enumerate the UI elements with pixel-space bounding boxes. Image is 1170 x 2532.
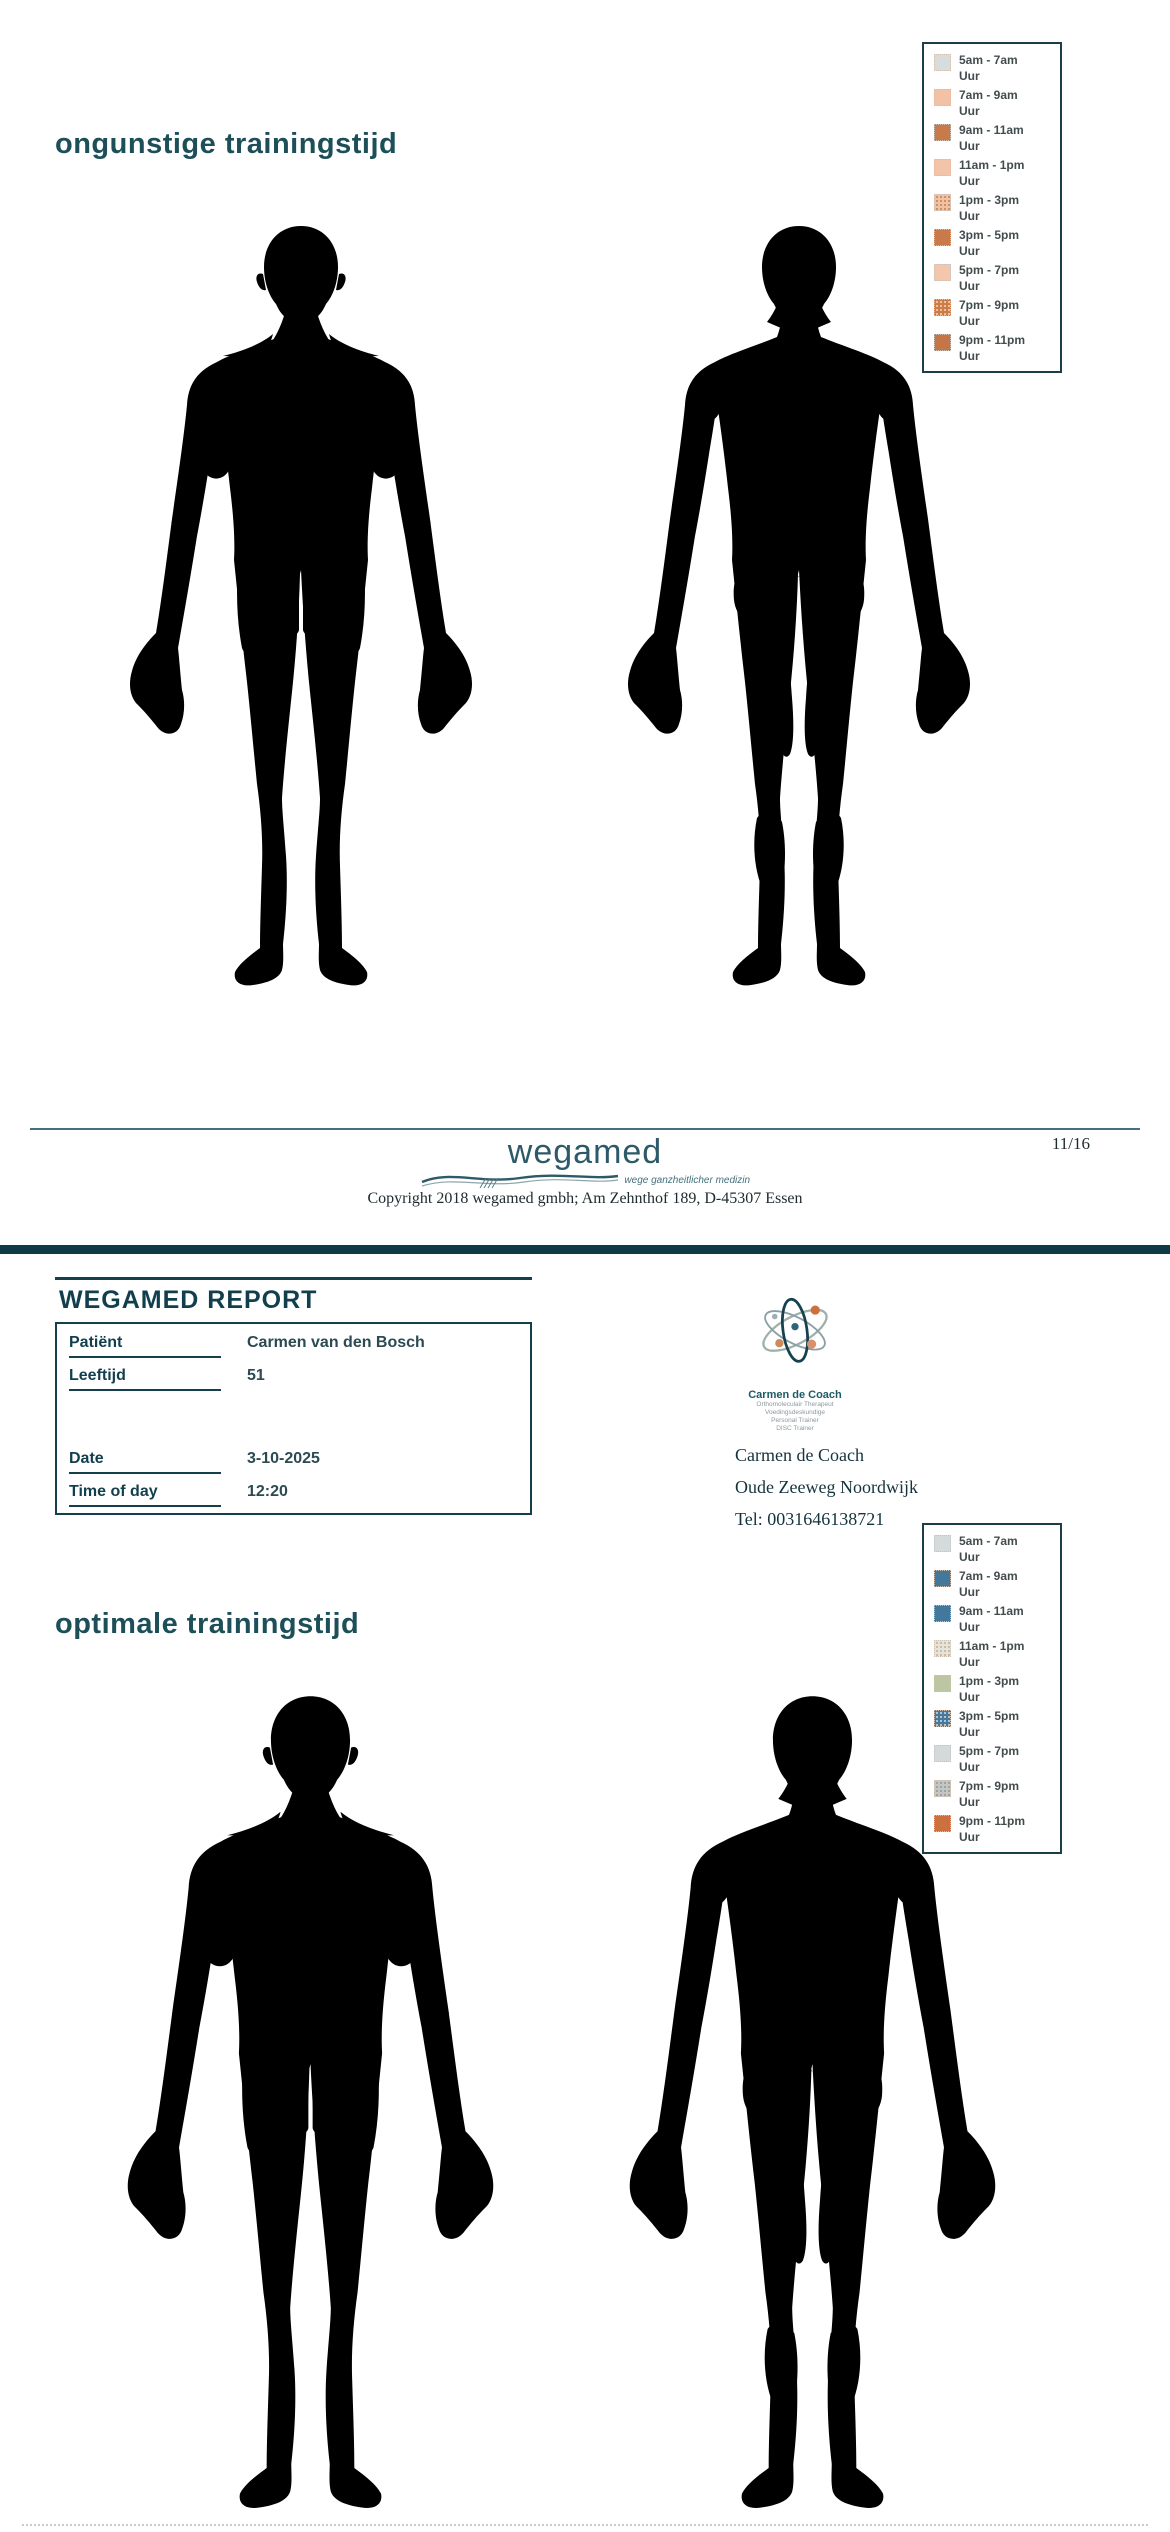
muscle-figure-front-optimal	[118, 1692, 503, 2515]
patient-field-value: 12:20	[247, 1483, 288, 1500]
legend-label: 3pm - 5pm Uur	[959, 1709, 1020, 1739]
legend-unit: Uur	[959, 1690, 980, 1704]
legend-item	[934, 1603, 1054, 1635]
legend-unit: Uur	[959, 1585, 980, 1599]
wegamed-swoosh-icon	[420, 1166, 620, 1192]
page2-title: optimale trainingstijd	[55, 1608, 360, 1640]
legend-color-swatch	[934, 1570, 951, 1587]
muscle-figure-front-unfavorable	[120, 222, 482, 992]
legend-label: 1pm - 3pm Uur	[959, 193, 1020, 223]
legend-color-swatch	[934, 1675, 951, 1692]
legend-unit: Uur	[959, 1725, 980, 1739]
page-number: 11/16	[1051, 1134, 1090, 1153]
legend-unit: Uur	[959, 349, 980, 363]
legend-unit: Uur	[959, 1620, 980, 1634]
muscle-figure-back-optimal	[620, 1692, 1005, 2515]
legend-color-swatch	[934, 1535, 951, 1552]
legend-label: 7pm - 9pm Uur	[959, 1779, 1020, 1809]
legend-unit: Uur	[959, 174, 980, 188]
legend-color-swatch	[934, 1640, 951, 1657]
legend-label: 11am - 1pm Uur	[959, 1639, 1025, 1669]
patient-field-label: Patiënt	[69, 1334, 221, 1358]
patient-field-row	[69, 1334, 520, 1364]
legend-label: 5am - 7am Uur	[959, 53, 1018, 83]
patient-field-row	[69, 1450, 520, 1480]
atom-logo-icon	[749, 1284, 841, 1384]
page-1	[0, 0, 1170, 1245]
patient-field-value: 51	[247, 1367, 265, 1384]
legend-item	[934, 1568, 1054, 1600]
legend-item	[934, 122, 1054, 154]
legend-label: 7am - 9am Uur	[959, 1569, 1018, 1599]
patient-field-value: 3-10-2025	[247, 1450, 320, 1467]
patient-info-box	[55, 1324, 532, 1515]
copyright-line: Copyright 2018 wegamed gmbh; Am Zehnthof 189, D-45307 Essen	[367, 1190, 803, 1207]
logo-subline-4: DISC Trainer	[776, 1425, 814, 1432]
legend-unit: Uur	[959, 279, 980, 293]
patient-field-label: Leeftijd	[69, 1367, 221, 1391]
legend-item	[934, 157, 1054, 189]
legend-unit: Uur	[959, 104, 980, 118]
legend-color-swatch	[934, 89, 951, 106]
wegamed-wordmark: wegamed	[507, 1133, 663, 1171]
page-separator	[0, 1245, 1170, 1254]
legend-label: 9pm - 11pm Uur	[959, 333, 1026, 363]
wegamed-tagline: wege ganzheitlicher medizin	[624, 1175, 751, 1187]
logo-subline-2: Voedingsdeskundige	[765, 1409, 825, 1416]
legend-label: 5am - 7am Uur	[959, 1534, 1018, 1564]
legend-color-swatch	[934, 124, 951, 141]
legend-item	[934, 192, 1054, 224]
legend-unit: Uur	[959, 1795, 980, 1809]
legend-label: 9am - 11am Uur	[959, 123, 1024, 153]
logo-subline-1: Orthomoleculair Therapeut	[756, 1401, 834, 1408]
legend-unit: Uur	[959, 1760, 980, 1774]
muscle-figure-back-unfavorable	[618, 222, 980, 992]
logo-practice-name: Carmen de Coach	[748, 1389, 842, 1401]
legend-item	[934, 1638, 1054, 1670]
practice-phone: Tel: 0031646138721	[735, 1509, 885, 1529]
patient-field-row	[69, 1367, 520, 1397]
legend-label: 9pm - 11pm Uur	[959, 1814, 1026, 1844]
patient-field-label: Date	[69, 1450, 221, 1474]
legend-unit: Uur	[959, 244, 980, 258]
report-title: WEGAMED REPORT	[55, 1277, 532, 1324]
legend-item	[934, 52, 1054, 84]
legend-label: 3pm - 5pm Uur	[959, 228, 1020, 258]
page-2	[0, 1254, 1170, 2532]
patient-field-label: Time of day	[69, 1483, 221, 1507]
legend-unit: Uur	[959, 139, 980, 153]
legend-unit: Uur	[959, 69, 980, 83]
legend-label: 11am - 1pm Uur	[959, 158, 1025, 188]
legend-color-swatch	[934, 54, 951, 71]
legend-unit: Uur	[959, 314, 980, 328]
patient-field-value: Carmen van den Bosch	[247, 1334, 425, 1351]
legend-label: 1pm - 3pm Uur	[959, 1674, 1020, 1704]
legend-unit: Uur	[959, 1655, 980, 1669]
wegamed-logo	[0, 1133, 1170, 1192]
footer-rule	[30, 1128, 1140, 1130]
legend-unit: Uur	[959, 1830, 980, 1844]
legend-item	[934, 87, 1054, 119]
bottom-dotted-rule	[22, 2524, 1148, 2526]
legend-color-swatch	[934, 159, 951, 176]
legend-unit: Uur	[959, 209, 980, 223]
legend-label: 7am - 9am Uur	[959, 88, 1018, 118]
logo-subline-3: Personal Trainer	[771, 1417, 819, 1424]
legend-item	[934, 1533, 1054, 1565]
legend-label: 5pm - 7pm Uur	[959, 263, 1020, 293]
legend-label: 7pm - 9pm Uur	[959, 298, 1020, 328]
patient-field-row	[69, 1483, 520, 1513]
legend-unit: Uur	[959, 1550, 980, 1564]
legend-color-swatch	[934, 194, 951, 211]
practice-address: Oude Zeeweg Noordwijk	[735, 1477, 918, 1497]
legend-label: 9am - 11am Uur	[959, 1604, 1024, 1634]
practice-name: Carmen de Coach	[735, 1445, 864, 1465]
legend-label: 5pm - 7pm Uur	[959, 1744, 1020, 1774]
legend-color-swatch	[934, 1605, 951, 1622]
page1-title: ongunstige trainingstijd	[55, 128, 398, 160]
practice-block	[735, 1284, 995, 1535]
report-header	[55, 1277, 532, 1515]
